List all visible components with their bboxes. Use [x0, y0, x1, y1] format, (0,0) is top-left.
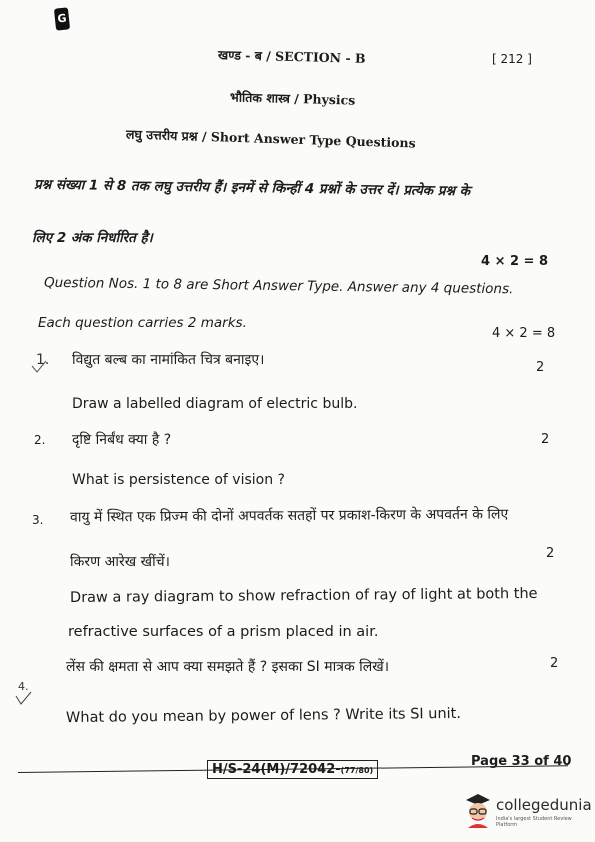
paper-code-main: H/S-24(M)/72042-	[212, 762, 341, 777]
paper-code	[207, 760, 378, 779]
question-number-1: 1.	[36, 352, 50, 368]
question-2-english: What is persistence of vision ?	[72, 472, 285, 488]
logo-tagline: India's largest Student Review Platform	[496, 816, 572, 828]
question-2-hindi: दृष्टि निर्बंध क्या है ?	[72, 432, 172, 448]
question-3-hindi-line1: वायु में स्थित एक प्रिज्म की दोनों अपवर्तक सतहों पर प्रकाश-किरण के अपवर्तन के लिए	[69, 506, 509, 526]
paper-code-suffix: (77/80)	[340, 766, 374, 775]
section-heading: खण्ड - ब / SECTION - B	[217, 47, 366, 66]
collegedunia-logo	[462, 792, 592, 832]
question-number-3: 3.	[32, 513, 44, 527]
instruction-hindi-line2: लिए 2 अंक निर्धारित है।	[32, 230, 153, 246]
question-4-marks: 2	[550, 656, 559, 671]
question-3-marks: 2	[546, 546, 555, 561]
page-number: Page 33 of 40	[471, 754, 572, 769]
question-number-4: 4.	[18, 680, 29, 693]
page-badge: G	[54, 7, 70, 30]
question-2-marks: 2	[541, 432, 550, 447]
question-3-english-line1: Draw a ray diagram to show refraction of ray of light at both the	[69, 585, 538, 607]
question-code: [ 212 ]	[492, 52, 532, 66]
subject-heading: भौतिक शास्त्र / Physics	[229, 89, 356, 108]
instruction-english-marks: 4 × 2 = 8	[492, 326, 556, 341]
instruction-hindi-marks: 4 × 2 = 8	[481, 254, 549, 269]
question-1-english: Draw a labelled diagram of electric bulb.	[72, 396, 358, 412]
tick-mark-icon	[14, 690, 34, 708]
tick-mark-icon	[30, 358, 50, 376]
logo-name: collegedunia	[496, 796, 592, 814]
question-3-hindi-line2: किरण आरेख खींचें।	[70, 554, 170, 570]
question-1-hindi: विद्युत बल्ब का नामांकित चित्र बनाइए।	[72, 352, 265, 368]
question-type-heading: लघु उत्तरीय प्रश्न / Short Answer Type Questions	[125, 126, 416, 151]
instruction-english-line1: Question Nos. 1 to 8 are Short Answer Type. Answer any 4 questions.	[43, 274, 514, 298]
question-3-english-line2: refractive surfaces of a prism placed in air.	[68, 624, 379, 640]
question-4-hindi: लेंस की क्षमता से आप क्या समझते हैं ? इसका SI मात्रक लिखें।	[66, 659, 390, 675]
instruction-english-line2: Each question carries 2 marks.	[38, 315, 247, 331]
graduate-avatar-icon	[462, 792, 494, 828]
instruction-hindi-line1: प्रश्न संख्या 1 से 8 तक लघु उत्तरीय हैं। इनमें से किन्हीं 4 प्रश्नों के उत्तर दें। प्रत्येक प्रश्न के	[33, 176, 471, 200]
question-1-marks: 2	[536, 360, 545, 375]
question-4-english: What do you mean by power of lens ? Write its SI unit.	[65, 705, 462, 727]
question-number-2: 2.	[34, 433, 46, 447]
